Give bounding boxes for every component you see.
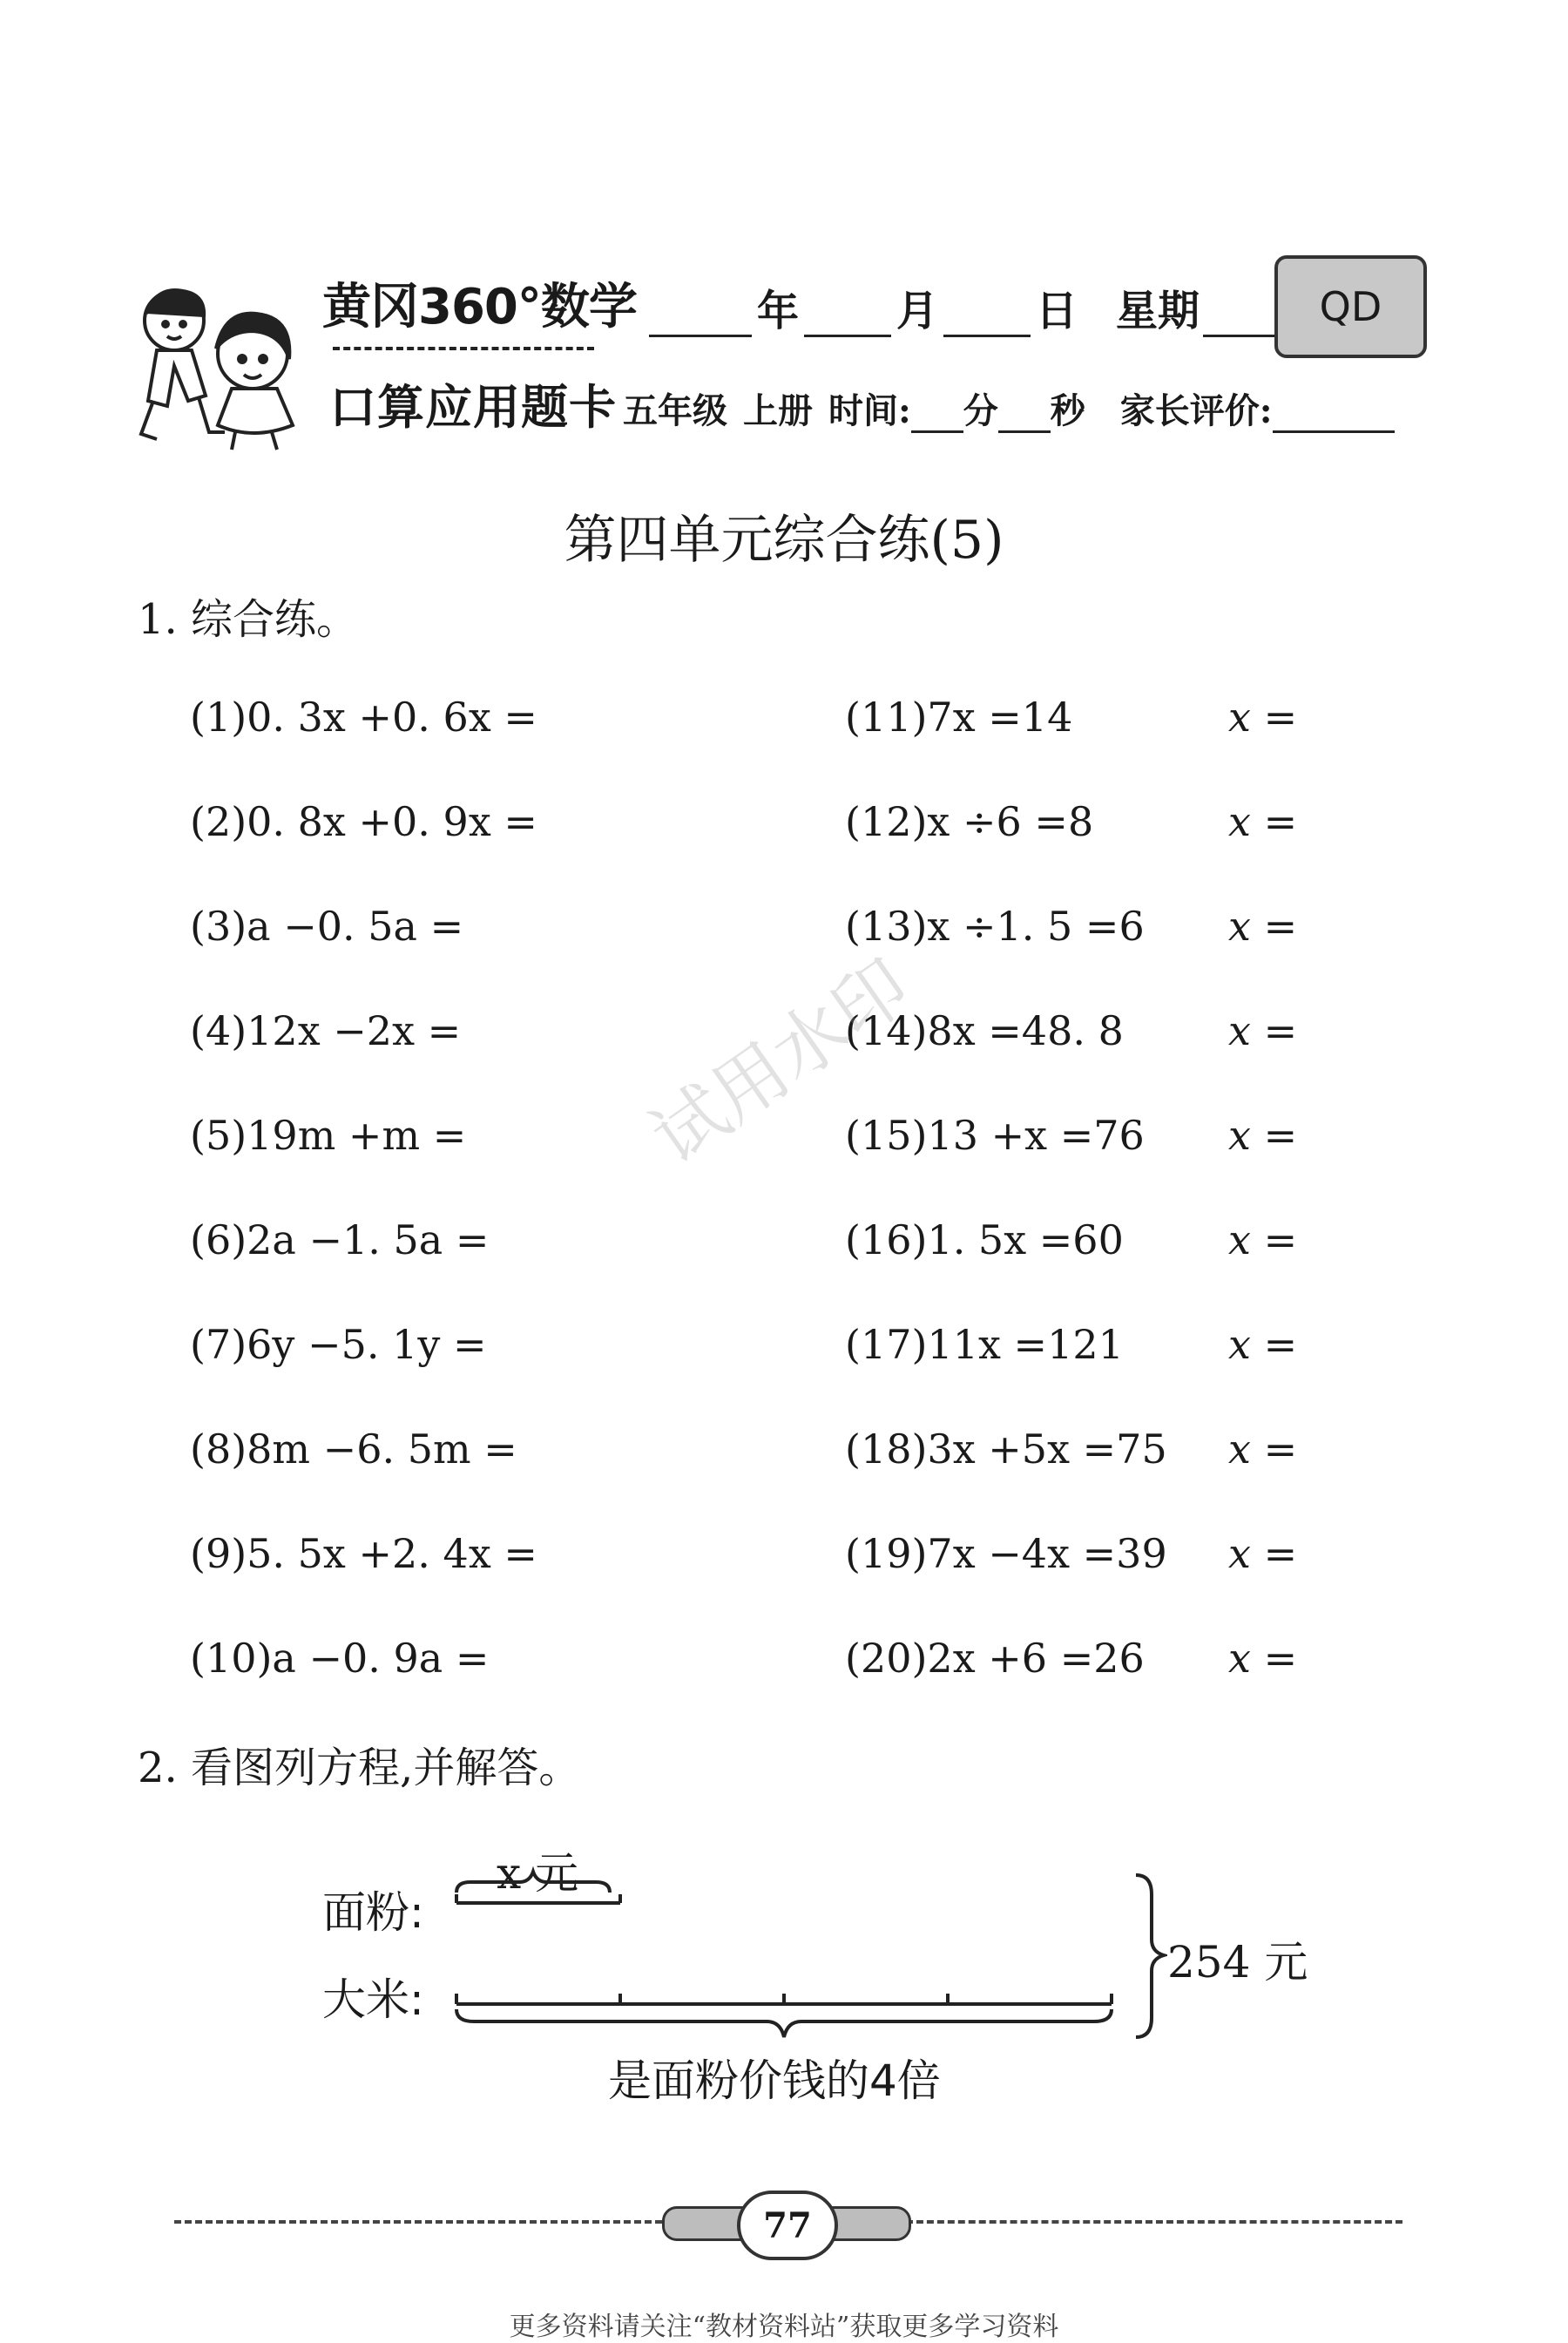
month-blank[interactable]: [804, 293, 891, 337]
day-blank[interactable]: [943, 293, 1031, 337]
answer-label-14: x =: [1228, 1007, 1298, 1054]
total-label: 254 元: [1167, 1937, 1308, 1987]
section2-heading: 2. 看图列方程,并解答。: [138, 1744, 581, 1792]
parent-label: 家长评价:: [1119, 390, 1273, 431]
answer-label-18: x =: [1228, 1425, 1298, 1473]
problem-12: (12)x ÷6 =8: [845, 798, 1094, 845]
footer-rule-right: [906, 2220, 1402, 2224]
rice-brace: [456, 2009, 1112, 2037]
page-number: 77: [737, 2191, 838, 2260]
minute-blank[interactable]: [911, 396, 963, 433]
problem-5: (5)19m +m =: [190, 1112, 467, 1159]
problem-14: (14)8x =48. 8: [845, 1007, 1124, 1054]
second-blank[interactable]: [998, 396, 1051, 433]
answer-label-16: x =: [1228, 1216, 1298, 1263]
kids-mascot-icon: [122, 279, 331, 453]
answer-label-13: x =: [1228, 903, 1298, 950]
weekday-label: 星期: [1116, 287, 1200, 335]
answer-label-15: x =: [1228, 1112, 1298, 1159]
problem-11: (11)7x =14: [845, 694, 1073, 741]
section1-heading: 1. 综合练。: [138, 595, 359, 644]
problem-18: (18)3x +5x =75: [845, 1425, 1167, 1473]
problem-10: (10)a −0. 9a =: [190, 1635, 490, 1682]
year-label: 年: [757, 287, 800, 335]
flour-price-label: x 元: [497, 1848, 579, 1899]
brand-title: 黄冈360°数学: [322, 279, 637, 335]
segment-diagram: [436, 1865, 1167, 2056]
problem-13: (13)x ÷1. 5 =6: [845, 903, 1145, 950]
time-label: 时间:: [828, 390, 911, 431]
grade-time-line: [623, 383, 1395, 433]
total-brace: [1136, 1875, 1164, 2037]
problem-20: (20)2x +6 =26: [845, 1635, 1145, 1682]
flour-label: 面粉:: [322, 1887, 424, 1938]
rice-note-label: 是面粉价钱的4倍: [608, 2055, 941, 2106]
footer-rule-left: [174, 2220, 662, 2224]
answer-label-19: x =: [1228, 1530, 1298, 1577]
month-label: 月: [896, 287, 939, 335]
answer-label-11: x =: [1228, 694, 1298, 741]
problem-8: (8)8m −6. 5m =: [190, 1425, 517, 1473]
brand-subtitle: 口算应用题卡: [329, 380, 617, 435]
problem-9: (9)5. 5x +2. 4x =: [190, 1530, 537, 1577]
day-label: 日: [1036, 287, 1078, 335]
weekday-blank[interactable]: [1203, 293, 1286, 337]
problem-3: (3)a −0. 5a =: [190, 903, 464, 950]
minute-label: 分: [963, 390, 998, 431]
problem-6: (6)2a −1. 5a =: [190, 1216, 490, 1263]
year-blank[interactable]: [649, 293, 752, 337]
flour-brace: [456, 1872, 610, 1893]
problem-17: (17)11x =121: [845, 1321, 1124, 1368]
problem-1: (1)0. 3x +0. 6x =: [190, 694, 537, 741]
problem-4: (4)12x −2x =: [190, 1007, 462, 1054]
date-line: [649, 277, 1286, 337]
footer-note: 更多资料请关注“教材资料站”获取更多学习资料: [509, 2312, 1059, 2342]
grade-label: 五年级: [623, 390, 727, 431]
edition-badge: QD: [1274, 255, 1427, 358]
page-title: 第四单元综合练(5): [564, 510, 1004, 571]
problem-2: (2)0. 8x +0. 9x =: [190, 798, 537, 845]
problem-19: (19)7x −4x =39: [845, 1530, 1167, 1577]
parent-blank[interactable]: [1273, 396, 1395, 433]
problem-16: (16)1. 5x =60: [845, 1216, 1124, 1263]
answer-label-12: x =: [1228, 798, 1298, 845]
rice-label: 大米:: [322, 1974, 424, 2025]
answer-label-17: x =: [1228, 1321, 1298, 1368]
problem-15: (15)13 +x =76: [845, 1112, 1145, 1159]
problem-7: (7)6y −5. 1y =: [190, 1321, 487, 1368]
brand-divider: [333, 347, 594, 350]
answer-label-20: x =: [1228, 1635, 1298, 1682]
volume-label: 上册: [743, 390, 813, 431]
watermark: 试用水印: [636, 943, 925, 1182]
second-label: 秒: [1050, 390, 1085, 431]
